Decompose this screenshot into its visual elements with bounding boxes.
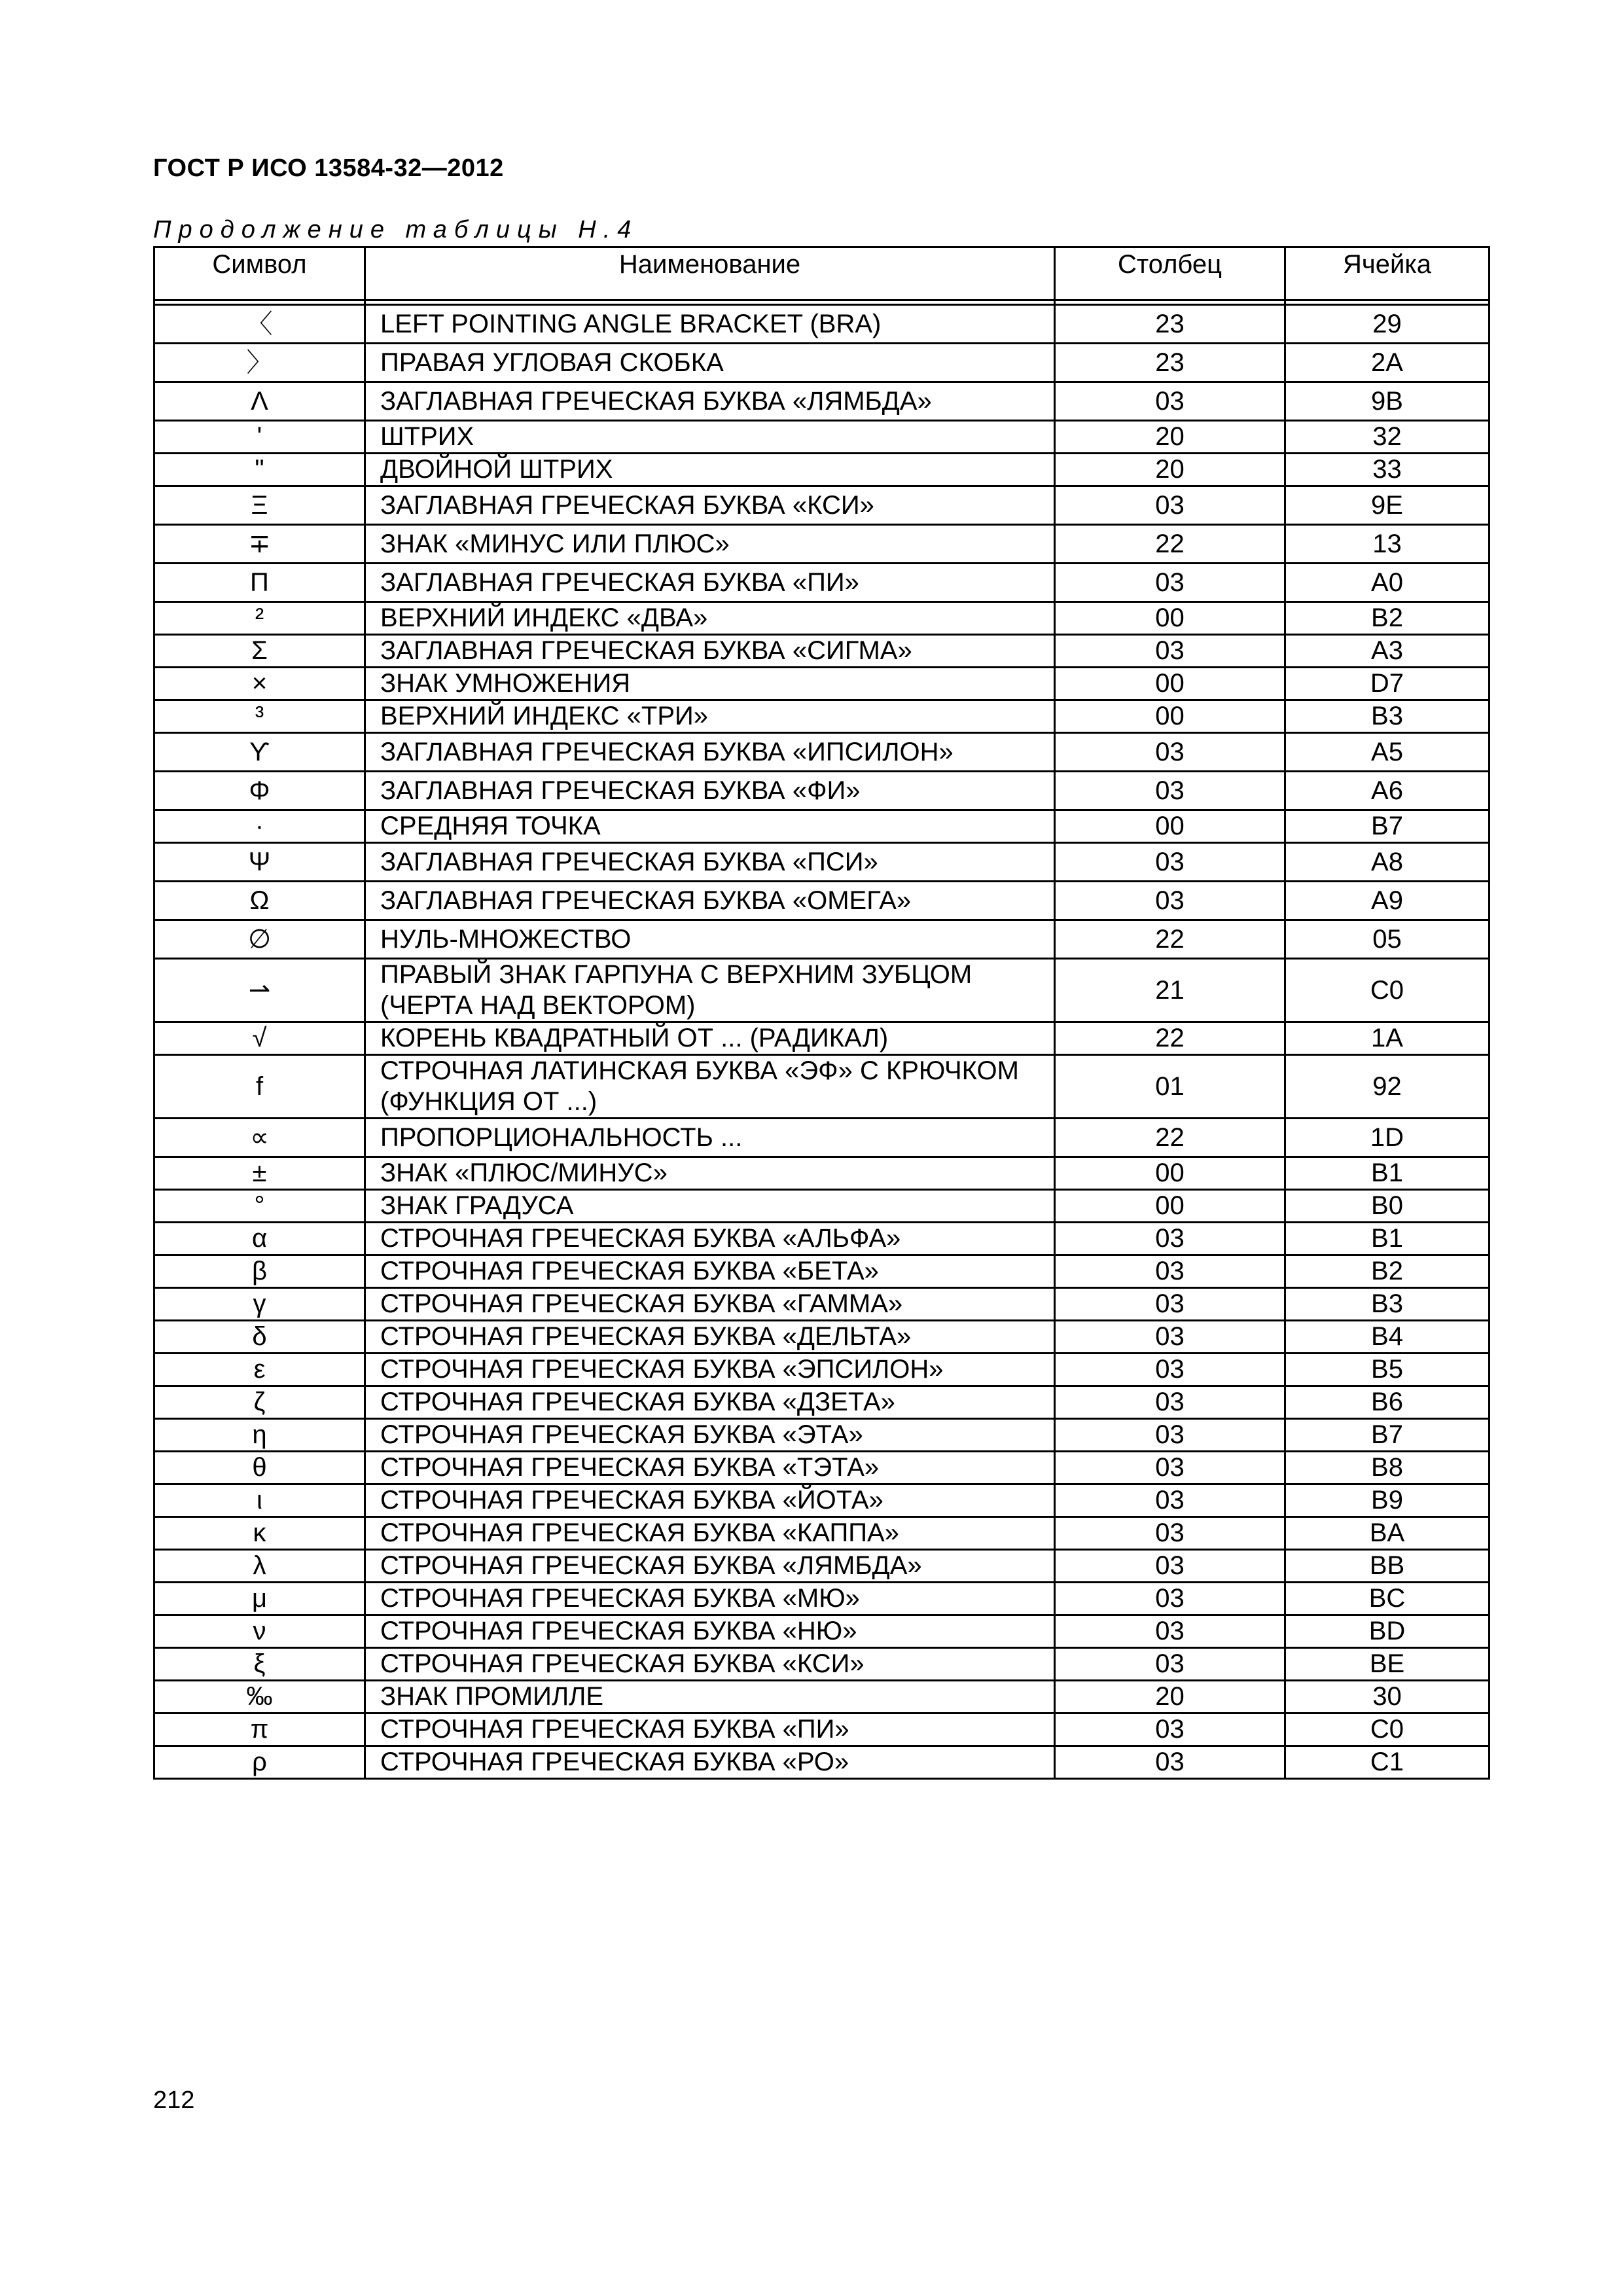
cell-code-cell: A8 bbox=[1285, 843, 1489, 882]
symbol-cell: Φ bbox=[154, 772, 365, 810]
column-cell: 00 bbox=[1055, 668, 1285, 700]
symbol-cell: θ bbox=[154, 1452, 365, 1484]
table-row bbox=[154, 1550, 1489, 1583]
header-column: Столбец bbox=[1055, 247, 1285, 300]
cell-code-cell: 2A bbox=[1285, 344, 1489, 382]
table-row bbox=[154, 454, 1489, 486]
name-cell: ЗНАК УМНОЖЕНИЯ bbox=[365, 668, 1055, 700]
column-cell: 03 bbox=[1055, 1648, 1285, 1681]
column-cell: 00 bbox=[1055, 1157, 1285, 1190]
column-cell: 00 bbox=[1055, 602, 1285, 635]
cell-code-cell: 32 bbox=[1285, 421, 1489, 454]
column-cell: 03 bbox=[1055, 1615, 1285, 1648]
table-row bbox=[154, 1321, 1489, 1354]
table-row bbox=[154, 602, 1489, 635]
table-row bbox=[154, 772, 1489, 810]
symbol-cell: κ bbox=[154, 1517, 365, 1550]
name-cell: ЗАГЛАВНАЯ ГРЕЧЕСКАЯ БУКВА «ЛЯМБДА» bbox=[365, 382, 1055, 421]
cell-code-cell: B3 bbox=[1285, 700, 1489, 733]
name-cell: ЗАГЛАВНАЯ ГРЕЧЕСКАЯ БУКВА «ИПСИЛОН» bbox=[365, 733, 1055, 772]
symbol-cell: λ bbox=[154, 1550, 365, 1583]
symbol-cell: ∓ bbox=[154, 525, 365, 564]
table-row bbox=[154, 1386, 1489, 1419]
name-cell: ВЕРХНИЙ ИНДЕКС «ДВА» bbox=[365, 602, 1055, 635]
cell-code-cell: BE bbox=[1285, 1648, 1489, 1681]
name-cell: НУЛЬ-МНОЖЕСТВО bbox=[365, 920, 1055, 959]
cell-code-cell: B8 bbox=[1285, 1452, 1489, 1484]
column-cell: 03 bbox=[1055, 1746, 1285, 1779]
cell-code-cell: C0 bbox=[1285, 959, 1489, 1022]
column-cell: 20 bbox=[1055, 1681, 1285, 1713]
table-row bbox=[154, 1055, 1489, 1119]
symbol-cell: ⇀ bbox=[154, 959, 365, 1022]
column-cell: 22 bbox=[1055, 1022, 1285, 1055]
column-cell: 03 bbox=[1055, 1321, 1285, 1354]
column-cell: 03 bbox=[1055, 1550, 1285, 1583]
symbol-cell: ρ bbox=[154, 1746, 365, 1779]
name-cell: ДВОЙНОЙ ШТРИХ bbox=[365, 454, 1055, 486]
symbol-cell: Ψ bbox=[154, 843, 365, 882]
column-cell: 03 bbox=[1055, 772, 1285, 810]
column-cell: 03 bbox=[1055, 882, 1285, 920]
symbol-cell: ε bbox=[154, 1354, 365, 1386]
column-cell: 03 bbox=[1055, 1517, 1285, 1550]
symbol-cell: ' bbox=[154, 421, 365, 454]
table-row bbox=[154, 1615, 1489, 1648]
name-cell: LEFT POINTING ANGLE BRACKET (BRA) bbox=[365, 305, 1055, 344]
column-cell: 01 bbox=[1055, 1055, 1285, 1119]
table-row bbox=[154, 1157, 1489, 1190]
table-row bbox=[154, 1648, 1489, 1681]
table-row bbox=[154, 810, 1489, 843]
name-cell: СТРОЧНАЯ ГРЕЧЕСКАЯ БУКВА «ЭПСИЛОН» bbox=[365, 1354, 1055, 1386]
name-cell: ЗАГЛАВНАЯ ГРЕЧЕСКАЯ БУКВА «ПСИ» bbox=[365, 843, 1055, 882]
cell-code-cell: B3 bbox=[1285, 1288, 1489, 1321]
table-row bbox=[154, 1452, 1489, 1484]
symbol-cell: √ bbox=[154, 1022, 365, 1055]
cell-code-cell: 1A bbox=[1285, 1022, 1489, 1055]
name-cell: СТРОЧНАЯ ГРЕЧЕСКАЯ БУКВА «ТЭТА» bbox=[365, 1452, 1055, 1484]
table-row bbox=[154, 421, 1489, 454]
cell-code-cell: B1 bbox=[1285, 1223, 1489, 1255]
symbol-cell: μ bbox=[154, 1583, 365, 1615]
cell-code-cell: BB bbox=[1285, 1550, 1489, 1583]
cell-code-cell: D7 bbox=[1285, 668, 1489, 700]
name-cell: КОРЕНЬ КВАДРАТНЫЙ ОТ ... (РАДИКАЛ) bbox=[365, 1022, 1055, 1055]
symbol-cell: " bbox=[154, 454, 365, 486]
table-row bbox=[154, 1681, 1489, 1713]
symbol-cell: β bbox=[154, 1255, 365, 1288]
name-cell: СТРОЧНАЯ ГРЕЧЕСКАЯ БУКВА «ЭТА» bbox=[365, 1419, 1055, 1452]
symbol-cell: Ω bbox=[154, 882, 365, 920]
symbol-cell: ± bbox=[154, 1157, 365, 1190]
symbol-cell: · bbox=[154, 810, 365, 843]
column-cell: 03 bbox=[1055, 1255, 1285, 1288]
column-cell: 21 bbox=[1055, 959, 1285, 1022]
column-cell: 03 bbox=[1055, 1386, 1285, 1419]
cell-code-cell: 9B bbox=[1285, 382, 1489, 421]
table-row bbox=[154, 1288, 1489, 1321]
table-row bbox=[154, 525, 1489, 564]
table-body bbox=[154, 300, 1489, 1779]
column-cell: 03 bbox=[1055, 1452, 1285, 1484]
column-cell: 00 bbox=[1055, 1190, 1285, 1223]
symbol-cell: α bbox=[154, 1223, 365, 1255]
column-cell: 03 bbox=[1055, 733, 1285, 772]
column-cell: 03 bbox=[1055, 564, 1285, 602]
cell-code-cell: B5 bbox=[1285, 1354, 1489, 1386]
header-symbol: Символ bbox=[154, 247, 365, 300]
table-row bbox=[154, 1746, 1489, 1779]
name-cell: ЗАГЛАВНАЯ ГРЕЧЕСКАЯ БУКВА «СИГМА» bbox=[365, 635, 1055, 668]
name-cell: ШТРИХ bbox=[365, 421, 1055, 454]
column-cell: 03 bbox=[1055, 1583, 1285, 1615]
cell-code-cell: C1 bbox=[1285, 1746, 1489, 1779]
cell-code-cell: BD bbox=[1285, 1615, 1489, 1648]
cell-code-cell: B9 bbox=[1285, 1484, 1489, 1517]
cell-code-cell: 9E bbox=[1285, 486, 1489, 525]
symbol-cell: π bbox=[154, 1713, 365, 1746]
symbol-cell: Σ bbox=[154, 635, 365, 668]
cell-code-cell: 29 bbox=[1285, 305, 1489, 344]
column-cell: 22 bbox=[1055, 525, 1285, 564]
name-cell: ПРОПОРЦИОНАЛЬНОСТЬ ... bbox=[365, 1119, 1055, 1157]
column-cell: 22 bbox=[1055, 1119, 1285, 1157]
name-cell: СТРОЧНАЯ ГРЕЧЕСКАЯ БУКВА «НЮ» bbox=[365, 1615, 1055, 1648]
name-cell: ЗНАК ГРАДУСА bbox=[365, 1190, 1055, 1223]
symbol-cell: × bbox=[154, 668, 365, 700]
name-cell: СРЕДНЯЯ ТОЧКА bbox=[365, 810, 1055, 843]
name-cell: ВЕРХНИЙ ИНДЕКС «ТРИ» bbox=[365, 700, 1055, 733]
table-row bbox=[154, 1484, 1489, 1517]
column-cell: 03 bbox=[1055, 1484, 1285, 1517]
cell-code-cell: 13 bbox=[1285, 525, 1489, 564]
header-cell: Ячейка bbox=[1285, 247, 1489, 300]
symbol-table bbox=[153, 246, 1490, 1780]
cell-code-cell: B2 bbox=[1285, 602, 1489, 635]
table-row bbox=[154, 668, 1489, 700]
table-row bbox=[154, 843, 1489, 882]
table-row bbox=[154, 382, 1489, 421]
name-cell: СТРОЧНАЯ ГРЕЧЕСКАЯ БУКВА «МЮ» bbox=[365, 1583, 1055, 1615]
symbol-cell: ξ bbox=[154, 1648, 365, 1681]
name-cell: ПРАВЫЙ ЗНАК ГАРПУНА С ВЕРХНИМ ЗУБЦОМ (ЧЕРТА НАД ВЕКТОРОМ) bbox=[365, 959, 1055, 1022]
symbol-cell: ° bbox=[154, 1190, 365, 1223]
column-cell: 03 bbox=[1055, 1354, 1285, 1386]
symbol-cell: ζ bbox=[154, 1386, 365, 1419]
name-cell: СТРОЧНАЯ ЛАТИНСКАЯ БУКВА «ЭФ» С КРЮЧКОМ (ФУНКЦИЯ ОТ ...) bbox=[365, 1055, 1055, 1119]
cell-code-cell: B4 bbox=[1285, 1321, 1489, 1354]
name-cell: ЗАГЛАВНАЯ ГРЕЧЕСКАЯ БУКВА «ПИ» bbox=[365, 564, 1055, 602]
column-cell: 03 bbox=[1055, 486, 1285, 525]
name-cell: СТРОЧНАЯ ГРЕЧЕСКАЯ БУКВА «ДЗЕТА» bbox=[365, 1386, 1055, 1419]
cell-code-cell: 92 bbox=[1285, 1055, 1489, 1119]
symbol-cell: η bbox=[154, 1419, 365, 1452]
name-cell: ЗАГЛАВНАЯ ГРЕЧЕСКАЯ БУКВА «ОМЕГА» bbox=[365, 882, 1055, 920]
name-cell: ПРАВАЯ УГЛОВАЯ СКОБКА bbox=[365, 344, 1055, 382]
name-cell: СТРОЧНАЯ ГРЕЧЕСКАЯ БУКВА «ДЕЛЬТА» bbox=[365, 1321, 1055, 1354]
cell-code-cell: 1D bbox=[1285, 1119, 1489, 1157]
name-cell: ЗАГЛАВНАЯ ГРЕЧЕСКАЯ БУКВА «ФИ» bbox=[365, 772, 1055, 810]
name-cell: ЗАГЛАВНАЯ ГРЕЧЕСКАЯ БУКВА «КСИ» bbox=[365, 486, 1055, 525]
name-cell: СТРОЧНАЯ ГРЕЧЕСКАЯ БУКВА «ЛЯМБДА» bbox=[365, 1550, 1055, 1583]
column-cell: 23 bbox=[1055, 344, 1285, 382]
name-cell: СТРОЧНАЯ ГРЕЧЕСКАЯ БУКВА «ЙОТА» bbox=[365, 1484, 1055, 1517]
name-cell: СТРОЧНАЯ ГРЕЧЕСКАЯ БУКВА «КСИ» bbox=[365, 1648, 1055, 1681]
column-cell: 22 bbox=[1055, 920, 1285, 959]
name-cell: ЗНАК «ПЛЮС/МИНУС» bbox=[365, 1157, 1055, 1190]
table-row bbox=[154, 635, 1489, 668]
table-header-row bbox=[154, 247, 1489, 300]
cell-code-cell: B2 bbox=[1285, 1255, 1489, 1288]
column-cell: 03 bbox=[1055, 1223, 1285, 1255]
symbol-cell: δ bbox=[154, 1321, 365, 1354]
cell-code-cell: 33 bbox=[1285, 454, 1489, 486]
table-row bbox=[154, 305, 1489, 344]
symbol-cell: ‰ bbox=[154, 1681, 365, 1713]
symbol-cell: 〉 bbox=[154, 344, 365, 382]
symbol-cell: γ bbox=[154, 1288, 365, 1321]
cell-code-cell: A3 bbox=[1285, 635, 1489, 668]
table-caption: Продолжение таблицы Н.4 bbox=[153, 216, 639, 243]
symbol-cell: Ξ bbox=[154, 486, 365, 525]
symbol-cell: ι bbox=[154, 1484, 365, 1517]
column-cell: 20 bbox=[1055, 421, 1285, 454]
name-cell: СТРОЧНАЯ ГРЕЧЕСКАЯ БУКВА «ГАММА» bbox=[365, 1288, 1055, 1321]
table-row bbox=[154, 1022, 1489, 1055]
table-row bbox=[154, 1713, 1489, 1746]
table-row bbox=[154, 1354, 1489, 1386]
table-row bbox=[154, 920, 1489, 959]
symbol-cell: Π bbox=[154, 564, 365, 602]
cell-code-cell: 30 bbox=[1285, 1681, 1489, 1713]
header-separator bbox=[154, 300, 1489, 305]
name-cell: СТРОЧНАЯ ГРЕЧЕСКАЯ БУКВА «АЛЬФА» bbox=[365, 1223, 1055, 1255]
column-cell: 23 bbox=[1055, 305, 1285, 344]
table-row bbox=[154, 733, 1489, 772]
name-cell: СТРОЧНАЯ ГРЕЧЕСКАЯ БУКВА «РО» bbox=[365, 1746, 1055, 1779]
table-row bbox=[154, 344, 1489, 382]
cell-code-cell: A5 bbox=[1285, 733, 1489, 772]
table-row bbox=[154, 1517, 1489, 1550]
page-number: 212 bbox=[153, 2087, 195, 2114]
cell-code-cell: A9 bbox=[1285, 882, 1489, 920]
column-cell: 03 bbox=[1055, 1713, 1285, 1746]
name-cell: СТРОЧНАЯ ГРЕЧЕСКАЯ БУКВА «БЕТА» bbox=[365, 1255, 1055, 1288]
symbol-cell: ³ bbox=[154, 700, 365, 733]
symbol-cell: 〈 bbox=[154, 305, 365, 344]
column-cell: 00 bbox=[1055, 700, 1285, 733]
cell-code-cell: B7 bbox=[1285, 1419, 1489, 1452]
symbol-cell: f bbox=[154, 1055, 365, 1119]
table-row bbox=[154, 959, 1489, 1022]
name-cell: ЗНАК «МИНУС ИЛИ ПЛЮС» bbox=[365, 525, 1055, 564]
cell-code-cell: A6 bbox=[1285, 772, 1489, 810]
name-cell: ЗНАК ПРОМИЛЛЕ bbox=[365, 1681, 1055, 1713]
symbol-cell: ν bbox=[154, 1615, 365, 1648]
header-name: Наименование bbox=[365, 247, 1055, 300]
column-cell: 03 bbox=[1055, 1288, 1285, 1321]
symbol-cell: ϒ bbox=[154, 733, 365, 772]
table-row bbox=[154, 564, 1489, 602]
document-id: ГОСТ Р ИСО 13584-32—2012 bbox=[153, 154, 504, 182]
table-row bbox=[154, 486, 1489, 525]
column-cell: 20 bbox=[1055, 454, 1285, 486]
cell-code-cell: B0 bbox=[1285, 1190, 1489, 1223]
table-row bbox=[154, 1419, 1489, 1452]
table-row bbox=[154, 1119, 1489, 1157]
cell-code-cell: BC bbox=[1285, 1583, 1489, 1615]
cell-code-cell: 05 bbox=[1285, 920, 1489, 959]
table-row bbox=[154, 1190, 1489, 1223]
cell-code-cell: B6 bbox=[1285, 1386, 1489, 1419]
column-cell: 03 bbox=[1055, 382, 1285, 421]
name-cell: СТРОЧНАЯ ГРЕЧЕСКАЯ БУКВА «ПИ» bbox=[365, 1713, 1055, 1746]
cell-code-cell: A0 bbox=[1285, 564, 1489, 602]
cell-code-cell: BA bbox=[1285, 1517, 1489, 1550]
symbol-cell: ∝ bbox=[154, 1119, 365, 1157]
cell-code-cell: C0 bbox=[1285, 1713, 1489, 1746]
name-cell: СТРОЧНАЯ ГРЕЧЕСКАЯ БУКВА «КАППА» bbox=[365, 1517, 1055, 1550]
symbol-cell: Λ bbox=[154, 382, 365, 421]
cell-code-cell: B1 bbox=[1285, 1157, 1489, 1190]
column-cell: 03 bbox=[1055, 1419, 1285, 1452]
symbol-cell: ² bbox=[154, 602, 365, 635]
table-row bbox=[154, 882, 1489, 920]
column-cell: 00 bbox=[1055, 810, 1285, 843]
column-cell: 03 bbox=[1055, 843, 1285, 882]
symbol-cell: ∅ bbox=[154, 920, 365, 959]
table-row bbox=[154, 1223, 1489, 1255]
table-row bbox=[154, 1255, 1489, 1288]
column-cell: 03 bbox=[1055, 635, 1285, 668]
table-row bbox=[154, 1583, 1489, 1615]
cell-code-cell: B7 bbox=[1285, 810, 1489, 843]
table-row bbox=[154, 700, 1489, 733]
